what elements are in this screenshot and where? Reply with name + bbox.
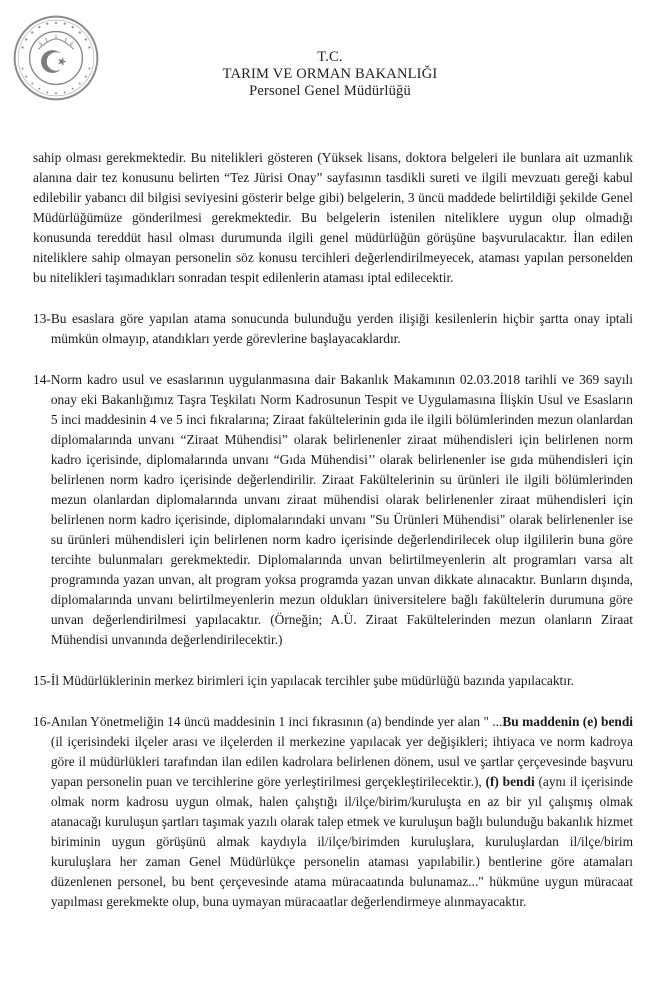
list-item: [33, 370, 633, 650]
item-number: 14-: [33, 372, 51, 387]
intro-paragraph: sahip olması gerekmektedir. Bu nitelikleri gösteren (Yüksek lisans, doktora belgeleri ile bunlara ait uzmanlık alanına dair tez konusunu belirten “Tez Jürisi Onay” sayfasının tasdikli sureti ve ilgili mevzuatı gereği kabul edilebilir yabancı dil bilgisi seviyesini gösterir belge gibi) belgelerin, 3 üncü maddede belirtildiği şekilde Genel Müdürlüğümüze gönderilmesi gerekmektedir. Bu belgelerin istenilen niteliklere uygun olup olmadığı konusunda tereddüt hasıl olması durumunda ilgili genel müdürlüğün görüşüne başvurulacaktır. İlan edilen niteliklere sahip olmayan personelin söz konusu tercihleri değerlendirilmeyecek, ataması yapılan personelden bu nitelikleri taşımadıkları sonradan tespit edilenlerin ataması iptal edilecektir.: [33, 150, 633, 285]
item-number: 13-: [33, 311, 51, 326]
letterhead-department: Personel Genel Müdürlüğü: [249, 83, 411, 99]
item-text-part: (aynı il içerisinde olmak norm kadrosu uygun olmak, halen çalıştığı il/ilçe/birim/kuruluşta en az bir yıl çalışmış olmak atanacağı kuruluşun şartları taşımak yazılı olarak talep etmek ve kuruluşun bağlı bulunduğu bakanlık hizmet biriminin uygun görüşünü almak kaydıyla il/ilçe/birimden kuruluşlara, kuruluşlardan il/ilçe/birim kuruluşlara her zaman Genel Müdürlükçe personelin ataması yapılabilir.) bentlerine göre atamaları düzenlenen personel, bu bent çerçevesinde atama müracaatında bulunamaz..." hükmüne uygun müracaat yapılması gerekmekte olup, buna uymayan müracaatlar değerlendirmeye alınmayacaktır.: [50, 774, 633, 909]
item-text-part: Anılan Yönetmeliğin 14 üncü maddesinin 1 inci fıkrasının (a) bendinde yer alan " ...: [50, 714, 503, 729]
list-item: [33, 309, 633, 349]
document-body: [33, 148, 633, 912]
item-text-part: (il içerisindeki ilçeler arası ve ilçelerden il merkezine yapılacak yer değişikleri; ihtiyaca ve norm kadroya göre il müdürlükleri tarafından ilan edilen kadrolara belirlenen dönem, usul ve şartlar çerçevesinde başvuru yapan personelin puan ve tercihlerine göre yerleştirilmesi gerçekleştirilecektir.),: [50, 734, 633, 789]
letterhead-ministry: TARIM VE ORMAN BAKANLIĞI: [222, 66, 438, 82]
item-text-bold: (f) bendi: [485, 774, 535, 789]
item-text-bold: Bu maddenin (e) bendi: [502, 714, 633, 729]
item-text: Bu esaslara göre yapılan atama sonucunda bulunduğu yerden ilişiği kesilenlerin hiçbir şartta onay iptali mümkün olmayıp, atandıkları yerde görevlerine başlayacaklardır.: [50, 311, 633, 346]
list-item: [33, 671, 633, 691]
item-text: İl Müdürlüklerinin merkez birimleri için yapılacak tercihler şube müdürlüğü bazında yapılacaktır.: [50, 673, 575, 688]
item-text: [51, 712, 633, 912]
item-number: 15-: [33, 673, 51, 688]
list-item: [33, 712, 633, 912]
item-number: 16-: [33, 714, 51, 729]
letterhead-country: T.C.: [317, 49, 343, 65]
item-text: Norm kadro usul ve esaslarının uygulanmasına dair Bakanlık Makamının 02.03.2018 tarihli ve 369 sayılı onay eki Bakanlığımız Taşra Teşkilatı Norm Kadrosunun Tespit ve Uygulamasına İlişkin Usul ve Esasların 5 inci maddesinin 4 ve 5 inci fıkralarına; Ziraat fakültelerinin gıda ile ilgili bölümlerinden mezun olanlardan diplomalarında unvanı “Ziraat Mühendisi” olarak belirlenenler ziraat mühendisleri için belirlenen norm kadro içerisinde, diplomalarında unvanı “Gıda Mühendisi’’ olarak belirlenenler ise gıda mühendisleri için belirlenen norm kadro içerisinde değerlendirilir. Ziraat Fakültelerinin su ürünleri ile ilgili bölümlerinden mezun olanlardan diplomalarında unvanı ziraat mühendisi olarak belirlenenler ziraat mühendisleri için belirlenen norm kadro içerisinde, diplomalarındaki unvanı "Su Ürünleri Mühendisi" olarak belirlenenler ise su ürünleri mühendisleri için belirlenen norm kadro içerisinde değerlendirilecek olup ilgililerin buna göre tercihte bulunmaları gerekmektedir. Diplomalarında unvan belirtilmeyenlerin alt programları varsa alt programında yazan unvan, alt program yoksa programda yazan unvan dikkate alınacaktır. Bunların dışında, diplomalarında unvanı belirtilmeyenlerin mezun oldukları üniversitelere bağlı fakültelerin durumuna göre unvan değerlendirilmesi yapılacaktır. (Örneğin; A.Ü. Ziraat Fakültelerinden mezun olanların Ziraat Mühendisi unvanında değerlendirilecektir.): [50, 372, 633, 647]
letterhead: [0, 49, 660, 100]
